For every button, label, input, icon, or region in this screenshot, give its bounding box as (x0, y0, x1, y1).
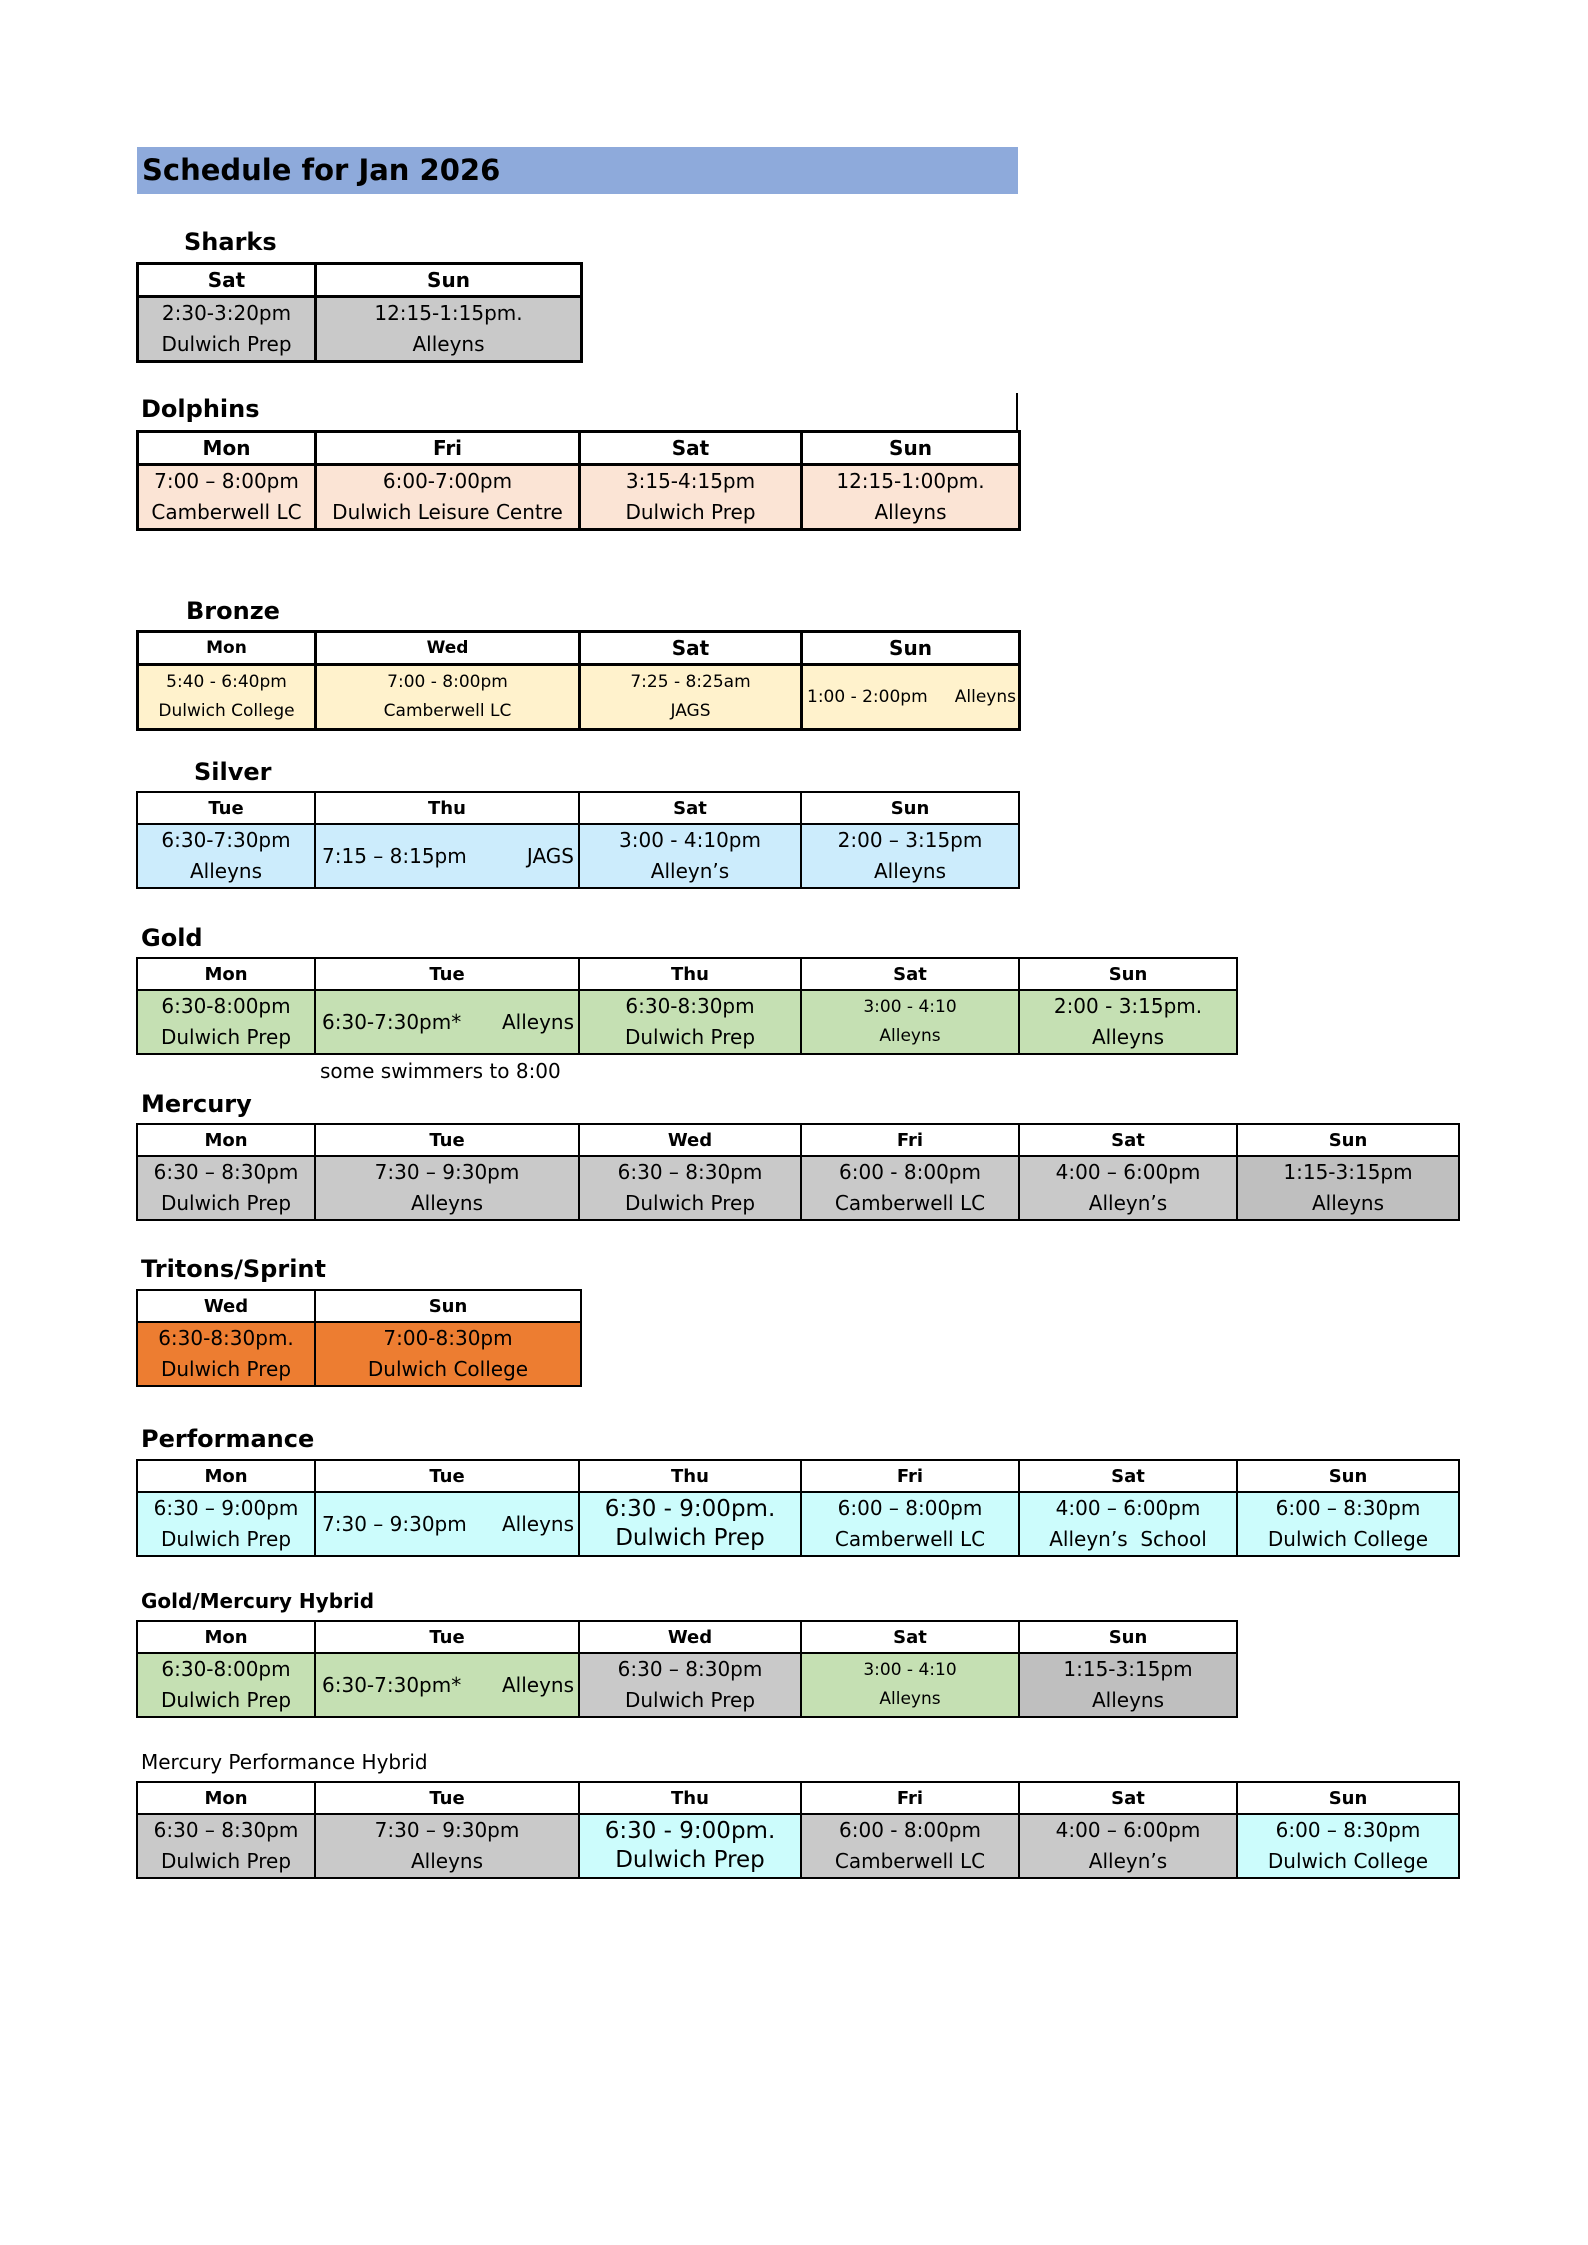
schedule-table-bronze (136, 630, 1021, 731)
session-time: 6:00 – 8:00pm (837, 1496, 983, 1520)
session-time: 6:00 - 8:00pm (839, 1160, 981, 1184)
session-time: 6:00 – 8:30pm (1275, 1818, 1421, 1842)
session-cell (137, 1156, 315, 1220)
session-cell (580, 665, 802, 730)
session-time: 4:00 – 6:00pm (1055, 1496, 1201, 1520)
session-cell (1237, 1156, 1459, 1220)
session-time: 6:30-8:30pm. (158, 1326, 294, 1350)
schedule-table-silver (136, 791, 1020, 889)
session-time: 1:00 - 2:00pm (807, 686, 928, 707)
session-cell (1237, 1814, 1459, 1878)
session-venue: Dulwich Leisure Centre (332, 500, 563, 524)
session-venue: Camberwell LC (151, 500, 302, 524)
session-time: 7:00 – 8:00pm (154, 469, 299, 493)
session-venue: Camberwell LC (383, 701, 512, 721)
session-cell (801, 1814, 1019, 1878)
session-venue: Dulwich Prep (160, 1849, 292, 1873)
session-venue: Camberwell LC (834, 1191, 986, 1215)
section-title-mercury: Mercury (141, 1090, 252, 1118)
session-venue: Dulwich College (367, 1357, 529, 1381)
section-title-sharks: Sharks (184, 228, 277, 256)
session-cell (801, 990, 1019, 1054)
schedule-table-tritons (136, 1289, 582, 1387)
session-cell (315, 1653, 579, 1717)
session-cell (137, 1814, 315, 1878)
session-cell (1019, 1653, 1237, 1717)
session-venue: Dulwich Prep (625, 500, 756, 524)
day-header: Wed (579, 1124, 801, 1156)
day-header: Sun (1019, 958, 1237, 990)
session-cell (579, 1814, 801, 1878)
session-time: 6:30-7:30pm* (322, 1672, 462, 1697)
session-venue: Alleyn’s (650, 859, 730, 883)
session-time: 7:00-8:30pm (383, 1326, 513, 1350)
session-cell (1019, 1156, 1237, 1220)
day-header: Sat (1019, 1124, 1237, 1156)
day-header: Mon (137, 1621, 315, 1653)
session-cell (137, 990, 315, 1054)
day-header: Sat (580, 432, 802, 465)
session-cell (316, 665, 580, 730)
page-title: Schedule for Jan 2026 (137, 147, 1018, 194)
day-header: Sun (802, 632, 1020, 665)
session-time: 4:00 – 6:00pm (1055, 1160, 1201, 1184)
session-time: 6:30 – 9:00pm (153, 1496, 299, 1520)
day-header: Tue (315, 1782, 579, 1814)
session-cell (315, 1322, 581, 1386)
session-cell (137, 1322, 315, 1386)
schedule-table-mercury (136, 1123, 1460, 1221)
session-time: 7:15 – 8:15pm (322, 843, 467, 868)
session-cell (579, 824, 801, 888)
session-cell (315, 1814, 579, 1878)
session-time: 6:30 – 8:30pm (153, 1160, 299, 1184)
session-time: 6:00 - 8:00pm (839, 1818, 981, 1842)
day-header: Mon (138, 632, 316, 665)
section-title-bronze: Bronze (186, 597, 280, 625)
session-time: 6:00 – 8:30pm (1275, 1496, 1421, 1520)
session-venue: Dulwich College (1267, 1849, 1429, 1873)
session-cell (801, 1492, 1019, 1556)
schedule-table-gold (136, 957, 1238, 1055)
session-cell (316, 465, 580, 530)
day-header: Sun (802, 432, 1020, 465)
day-header: Mon (137, 1124, 315, 1156)
session-time: 4:00 – 6:00pm (1055, 1818, 1201, 1842)
session-venue: Alleyns (873, 859, 947, 883)
session-time: 2:00 – 3:15pm (837, 828, 983, 852)
session-venue: Alleyn’s School (1049, 1527, 1207, 1551)
session-venue: Alleyns (501, 1511, 574, 1536)
session-venue: Alleyns (1091, 1688, 1165, 1712)
day-header: Tue (315, 1124, 579, 1156)
session-time: 6:30 - 9:00pm. (604, 1496, 776, 1522)
session-venue: Dulwich Prep (624, 1025, 756, 1049)
session-cell (137, 824, 315, 888)
section-title-dolphins: Dolphins (141, 395, 260, 423)
session-venue: Dulwich College (1267, 1527, 1429, 1551)
day-header: Mon (137, 1782, 315, 1814)
day-header: Tue (315, 958, 579, 990)
day-header: Tue (137, 792, 315, 824)
session-time: 3:00 - 4:10pm (619, 828, 761, 852)
day-header: Sun (1019, 1621, 1237, 1653)
session-time: 6:30-8:00pm (161, 994, 291, 1018)
session-venue: Dulwich Prep (160, 1357, 292, 1381)
day-header: Sun (316, 264, 582, 297)
session-cell (1019, 990, 1237, 1054)
session-venue: Alleyns (410, 1191, 484, 1215)
session-venue: Camberwell LC (834, 1849, 986, 1873)
session-venue: Alleyns (879, 1689, 941, 1709)
session-venue: Alleyns (874, 500, 947, 524)
session-venue: Alleyns (189, 859, 263, 883)
day-header: Sat (580, 632, 802, 665)
section-title-performance: Performance (141, 1425, 315, 1453)
session-time: 6:30 – 8:30pm (153, 1818, 299, 1842)
session-time: 12:15-1:15pm. (374, 301, 523, 325)
table-divider (1016, 393, 1018, 431)
session-time: 7:30 – 9:30pm (374, 1818, 520, 1842)
session-cell (579, 1156, 801, 1220)
section-title-gold-mercury-hybrid: Gold/Mercury Hybrid (141, 1589, 375, 1613)
session-time: 7:25 - 8:25am (630, 672, 751, 692)
session-cell (579, 1653, 801, 1717)
day-header: Sun (1237, 1124, 1459, 1156)
session-venue: Dulwich Prep (160, 1191, 292, 1215)
session-time: 6:30-7:30pm (161, 828, 291, 852)
schedule-table-mercury-performance-hybrid (136, 1781, 1460, 1879)
session-cell (315, 1492, 579, 1556)
session-venue: Dulwich Prep (624, 1191, 756, 1215)
session-cell (138, 297, 316, 362)
session-time: 12:15-1:00pm. (836, 469, 985, 493)
day-header: Mon (138, 432, 316, 465)
session-venue: Alleyns (412, 332, 485, 356)
session-cell (315, 990, 579, 1054)
session-time: 6:30 - 9:00pm. (604, 1818, 776, 1844)
gold-note: some swimmers to 8:00 (320, 1059, 561, 1083)
session-venue: JAGS (670, 701, 711, 721)
session-cell (1237, 1492, 1459, 1556)
day-header: Fri (801, 1124, 1019, 1156)
day-header: Sun (1237, 1460, 1459, 1492)
day-header: Sun (801, 792, 1019, 824)
session-venue: Dulwich Prep (160, 1688, 292, 1712)
session-venue: Dulwich College (158, 701, 295, 721)
session-venue: Alleyn’s (1088, 1849, 1168, 1873)
session-venue: Alleyns (1311, 1191, 1385, 1215)
session-venue: Alleyns (501, 1009, 574, 1034)
schedule-table-performance (136, 1459, 1460, 1557)
section-title-tritons: Tritons/Sprint (141, 1255, 326, 1283)
session-cell (1019, 1814, 1237, 1878)
day-header: Mon (137, 958, 315, 990)
session-time: 2:30-3:20pm (161, 301, 292, 325)
day-header: Sat (801, 958, 1019, 990)
session-venue: Alleyns (879, 1026, 941, 1046)
session-venue: Camberwell LC (834, 1527, 986, 1551)
day-header: Sat (1019, 1782, 1237, 1814)
session-venue: Dulwich Prep (615, 1847, 765, 1873)
section-title-mercury-performance-hybrid: Mercury Performance Hybrid (141, 1750, 428, 1774)
session-cell (138, 665, 316, 730)
session-cell (579, 990, 801, 1054)
session-time: 3:00 - 4:10 (863, 997, 957, 1017)
day-header: Fri (316, 432, 580, 465)
session-cell (579, 1492, 801, 1556)
session-cell (315, 1156, 579, 1220)
day-header: Tue (315, 1460, 579, 1492)
session-time: 6:30 – 8:30pm (617, 1160, 763, 1184)
session-time: 6:30-8:00pm (161, 1657, 291, 1681)
session-cell (801, 1653, 1019, 1717)
session-venue: Dulwich Prep (160, 1025, 292, 1049)
day-header: Tue (315, 1621, 579, 1653)
session-venue: JAGS (526, 843, 574, 868)
day-header: Thu (315, 792, 579, 824)
day-header: Fri (801, 1782, 1019, 1814)
day-header: Sat (1019, 1460, 1237, 1492)
schedule-table-sharks (136, 262, 583, 363)
session-venue: Alleyns (410, 1849, 484, 1873)
section-title-gold: Gold (141, 924, 203, 952)
session-time: 7:00 - 8:00pm (387, 672, 508, 692)
session-venue: Alleyns (954, 686, 1016, 707)
day-header: Wed (316, 632, 580, 665)
session-time: 7:30 – 9:30pm (322, 1511, 467, 1536)
session-cell (802, 465, 1020, 530)
day-header: Fri (801, 1460, 1019, 1492)
session-time: 1:15-3:15pm (1063, 1657, 1193, 1681)
schedule-table-gold-mercury-hybrid (136, 1620, 1238, 1718)
session-venue: Dulwich Prep (615, 1525, 765, 1551)
session-time: 7:30 – 9:30pm (374, 1160, 520, 1184)
session-venue: Dulwich Prep (160, 1527, 292, 1551)
session-time: 1:15-3:15pm (1283, 1160, 1413, 1184)
session-time: 2:00 - 3:15pm. (1053, 994, 1203, 1018)
session-cell (580, 465, 802, 530)
session-cell (315, 824, 579, 888)
section-title-silver: Silver (194, 758, 272, 786)
session-cell (802, 665, 1020, 730)
session-venue: Alleyns (1091, 1025, 1165, 1049)
session-time: 6:30-8:30pm (625, 994, 755, 1018)
session-cell (801, 1156, 1019, 1220)
day-header: Thu (579, 1460, 801, 1492)
session-cell (137, 1653, 315, 1717)
session-cell (316, 297, 582, 362)
session-cell (801, 824, 1019, 888)
day-header: Sat (801, 1621, 1019, 1653)
session-time: 6:30 – 8:30pm (617, 1657, 763, 1681)
day-header: Sun (1237, 1782, 1459, 1814)
day-header: Wed (579, 1621, 801, 1653)
session-cell (1019, 1492, 1237, 1556)
session-time: 6:00-7:00pm (382, 469, 513, 493)
day-header: Wed (137, 1290, 315, 1322)
day-header: Sat (138, 264, 316, 297)
day-header: Sat (579, 792, 801, 824)
session-venue: Alleyn’s (1088, 1191, 1168, 1215)
session-venue: Alleyns (501, 1672, 574, 1697)
session-time: 3:00 - 4:10 (863, 1660, 957, 1680)
session-cell (137, 1492, 315, 1556)
day-header: Thu (579, 958, 801, 990)
day-header: Mon (137, 1460, 315, 1492)
session-time: 5:40 - 6:40pm (166, 672, 287, 692)
session-cell (138, 465, 316, 530)
day-header: Sun (315, 1290, 581, 1322)
session-time: 3:15-4:15pm (625, 469, 756, 493)
session-venue: Dulwich Prep (161, 332, 292, 356)
schedule-table-dolphins (136, 430, 1021, 531)
session-venue: Dulwich Prep (624, 1688, 756, 1712)
session-time: 6:30-7:30pm* (322, 1009, 462, 1034)
day-header: Thu (579, 1782, 801, 1814)
